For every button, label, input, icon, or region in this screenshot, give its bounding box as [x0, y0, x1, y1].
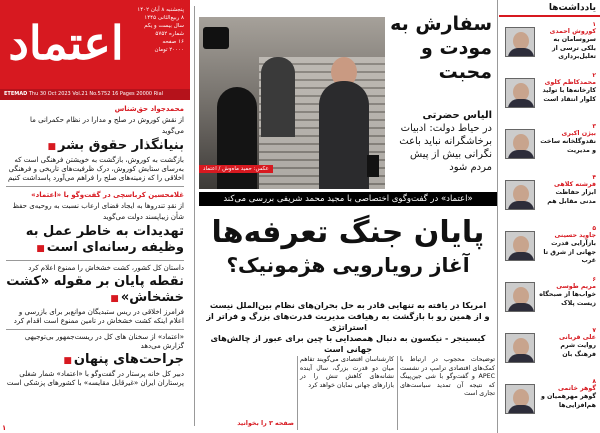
issue-pages: ۱۶ صفحه	[162, 39, 184, 45]
divider	[6, 329, 184, 330]
note-item[interactable]	[499, 325, 600, 376]
photo-figure	[261, 57, 295, 137]
lede-line: و از همین رو با بازگشت به رهیافت مدیریت قدرت‌های بزرگ و فراتر از استراتژی	[206, 311, 490, 332]
note-text	[538, 28, 596, 61]
author-avatar	[505, 333, 535, 363]
note-item[interactable]	[499, 274, 600, 325]
article-body: فرامرز اخلاقی در ریس ستبدیگان موانع‌بر برای بازرسی و اعلام اینکه کشت خشخاش در تامین ممنوع است اقدام کرد	[13, 308, 184, 325]
sidebar-title: یادداشت‌ها	[499, 0, 600, 17]
note-title: خواب‌ها از صبحگاه زیست پلاک	[539, 291, 596, 307]
note-title: نقدوگلخانه ساخت و مدیریت	[540, 138, 596, 154]
side-subtitle-name: الیاس حضرتی	[422, 110, 492, 121]
author-avatar	[505, 27, 535, 57]
column-divider	[297, 356, 298, 430]
note-author: بیژن اکبری	[561, 130, 596, 137]
column-divider	[497, 0, 498, 433]
column-divider	[397, 356, 398, 430]
photo-figure	[319, 81, 369, 189]
avatar-shoulders	[508, 354, 534, 363]
divider	[6, 260, 184, 261]
photo-credit: عکس: حمید ما‌ه‌وش / اعتماد	[199, 165, 273, 173]
headline-threats[interactable]: تهدیدات به خاطر عمل به وظیفه رسانه‌ای است ■	[6, 224, 184, 257]
note-author: کوروش احمدی	[549, 28, 596, 35]
headline-poppy[interactable]: نقطه پایان بر مقوله «کشت خشخاش» ■	[6, 274, 184, 307]
avatar-shoulders	[508, 201, 534, 210]
note-text	[538, 334, 596, 359]
note-number: ۸	[592, 378, 596, 385]
page-number: ۱	[2, 424, 7, 432]
avatar-shoulders	[508, 150, 534, 159]
note-author: گوهر خاتمی	[558, 385, 596, 392]
article-body: داستان کل کشور، کشت خشخاش را ممنوع اعلام کرد	[28, 264, 184, 272]
left-column	[0, 102, 190, 433]
issue-number: شماره ۵۷۵۲	[155, 31, 184, 37]
note-text	[538, 130, 596, 155]
masthead	[0, 0, 190, 100]
note-author: جاوید حسینی	[554, 232, 596, 239]
interview-strip[interactable]: «اعتماد» در گفت‌وگوی اختصاصی با مجید محمد شریفی بررسی می‌کند	[199, 192, 497, 206]
author-avatar	[505, 78, 535, 108]
note-title: روایت شرم فرهنگ بان	[560, 342, 596, 358]
note-number: ۷	[592, 327, 596, 334]
article-column: توضیحات محجوب در ارتباط با کمک‌های اقتصادی ترامپ در نشست APEC و گفت‌وگو با شی جین‌پینگ که نتیجه آن تمدید سیاست‌های تجاری است	[400, 356, 495, 398]
newspaper-logo: اعتماد	[8, 16, 124, 70]
note-text	[538, 232, 596, 265]
note-title: ابزار حفاظت مدنی مقابل هم	[547, 189, 596, 205]
article-body: «اعتماد» از سخنان های کل در ریست‌جمهور بی‌توجیهی گزارش می‌دهد	[24, 333, 184, 350]
photo-bag	[367, 155, 379, 177]
kicker: از نقدِ تندروها به ایجاد فضای ارعاب نسبت به روحیه‌ی حفظ شأن زیباپسند دولت می‌گوید	[12, 202, 184, 221]
note-item[interactable]	[499, 376, 600, 427]
article-body: دبیر کل خانه پرستار در گفت‌وگو با «اعتماد» شمار شغلی پرستاران ایران «غیرقابل مقایسه» با کشورهای پزشکی است	[6, 370, 184, 387]
issue-info	[122, 6, 184, 54]
note-item[interactable]	[499, 70, 600, 121]
note-number: ۳	[592, 123, 596, 130]
avatar-shoulders	[508, 48, 534, 57]
note-author: فرشته کلاهی	[554, 181, 596, 188]
side-subtitle	[387, 109, 492, 174]
note-item[interactable]	[499, 19, 600, 70]
masthead-bar	[0, 89, 190, 100]
lede-line: کیسینجر - نیکسون به دنبال همصدایی با چین برای عبور از چالش‌های جهانی است	[210, 333, 486, 354]
avatar-shoulders	[508, 303, 534, 312]
issue-hijri: ۸ ربیع‌الثانی ۱۴۴۵	[144, 15, 184, 21]
avatar-shoulders	[508, 99, 534, 108]
latin-name: ETEMAD	[4, 91, 28, 97]
note-title: بازآرایی قدرت جهانی از شرق تا غرب	[543, 240, 596, 264]
note-text	[538, 283, 596, 308]
note-title: گوهر مهرهمیان و هم‌افزایی‌ها	[540, 393, 596, 409]
note-author: محمدکاظم کلوی	[544, 79, 596, 86]
lead-photo[interactable]	[199, 17, 385, 189]
author-label: غلامحسین کرباسچی در گفت‌وگو با «اعتماد»	[31, 191, 184, 199]
note-title: کارخانه‌ها با تولید کلوار انتقاد است	[542, 87, 596, 103]
issue-price: ۲۰۰۰۰ تومان	[154, 47, 184, 53]
author-avatar	[505, 129, 535, 159]
author-label: محمدجواد حق‌شناس	[114, 105, 184, 113]
note-text	[538, 181, 596, 206]
author-avatar	[505, 384, 535, 414]
note-item[interactable]	[499, 121, 600, 172]
main-subheadline[interactable]: آغاز رویارویی هژمونیک؟	[226, 253, 470, 277]
note-item[interactable]	[499, 172, 600, 223]
main-lede	[199, 300, 497, 355]
author-avatar	[505, 180, 535, 210]
note-text	[538, 79, 596, 104]
article-body: بازگشت به کوروش، بازگشت به خویشتن فرهنگی است که به‌رسای ستایش کوروش، درک ظرفیت‌های تاریخی و فرهنگی اخلاقی را که زمینه‌های صلح را فراهم می‌آورد پاسداشت کنیم	[7, 156, 184, 182]
avatar-shoulders	[508, 252, 534, 261]
note-text	[538, 385, 596, 410]
main-headline[interactable]: پایان جنگ تعرفه‌ها	[211, 215, 485, 250]
lede-line: امریکا در یافته به تنهایی قادر به حل بحران‌های نظام بین‌الملل نیست	[209, 300, 487, 310]
note-item[interactable]	[499, 223, 600, 274]
note-author: علی قربانی	[559, 334, 596, 341]
headline-human-rights[interactable]: بنیانگذار حقوق بشر ■	[6, 138, 184, 155]
kicker: از نقش کوروش در صلح و مدارا در نظام حکمرانی ما می‌گوید	[30, 116, 184, 135]
continue-text: صفحه ۳ را بخوانید	[237, 420, 294, 427]
note-number: ۴	[592, 174, 596, 181]
continue-link[interactable]	[200, 420, 294, 429]
note-number: ۱	[592, 21, 596, 28]
avatar-shoulders	[508, 405, 534, 414]
author-avatar	[505, 282, 535, 312]
issue-date: پنجشنبه ۸ آبان ۱۴۰۲	[137, 7, 184, 13]
article-column: کارشناسان اقتصادی می‌گویند تفاهم میان دو قدرت بزرگ، سال آینده نشانه‌های کاهش تنش را در بازارهای جهانی نمایان خواهد کرد	[300, 356, 394, 389]
latin-line: Thu 30 Oct 2023 Vol.21 No.5752 16 Pages 20000 Rial	[28, 91, 164, 97]
note-title: سروسامان به بلکی ترسی از تعلیل‌برداری	[552, 36, 596, 60]
notes-sidebar	[499, 0, 600, 433]
note-number: ۵	[592, 225, 596, 232]
author-avatar	[505, 231, 535, 261]
divider	[6, 186, 184, 187]
camera-icon	[203, 27, 229, 49]
side-subtitle-text: در حیاط دولت: ادبیات برخاشگرانه نباید باعث نگرانی بیش از پیش مردم شود	[399, 123, 492, 173]
note-author: مریم طوسی	[556, 283, 596, 290]
column-divider	[194, 6, 195, 426]
note-number: ۲	[592, 72, 596, 79]
issue-year: سال بیست و یکم	[144, 23, 184, 29]
photo-figure	[217, 87, 257, 189]
side-headline[interactable]: سفارش به مودت و محبت	[390, 13, 492, 83]
headline-hidden-wounds[interactable]: جراحت‌های پنهان ■	[6, 352, 184, 369]
note-number: ۶	[592, 276, 596, 283]
